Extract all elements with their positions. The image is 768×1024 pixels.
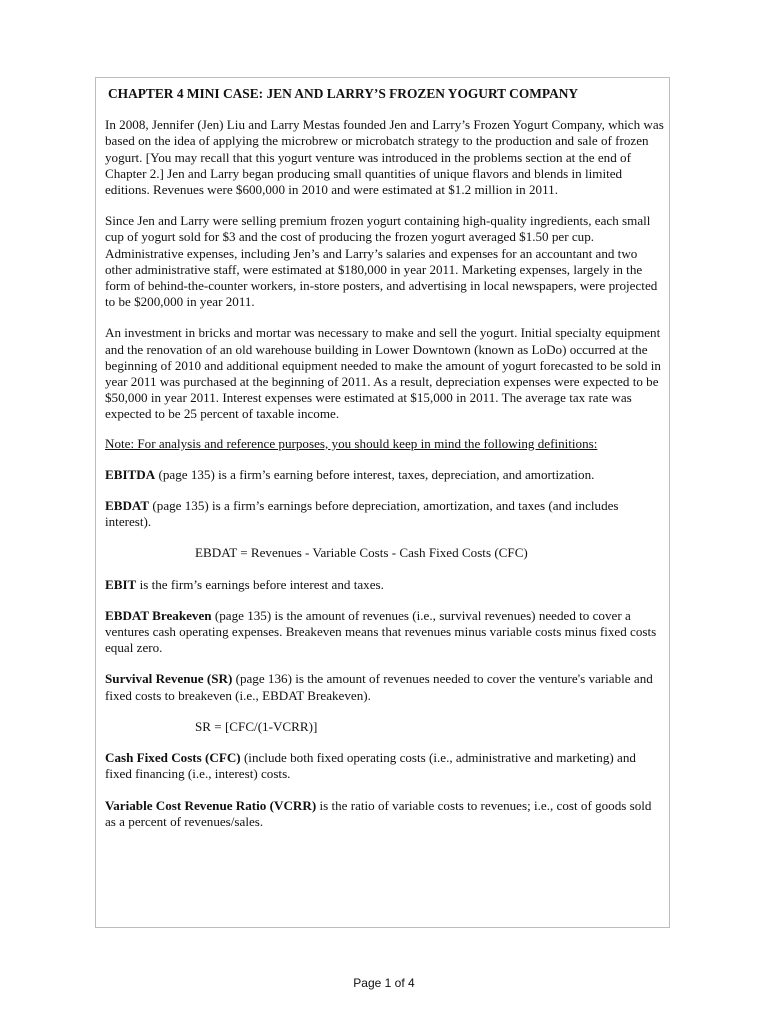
term-ebdat: EBDAT (105, 498, 150, 514)
term-survival-revenue: Survival Revenue (SR) (105, 671, 233, 687)
term-cash-fixed-costs: Cash Fixed Costs (CFC) (105, 750, 241, 766)
formula-ebdat: EBDAT = Revenues - Variable Costs - Cash Fixed Costs (CFC) (195, 545, 528, 561)
term-ebdat-breakeven: EBDAT Breakeven (105, 607, 212, 623)
case-title: CHAPTER 4 MINI CASE: JEN AND LARRY’S FROZEN YOGURT COMPANY (108, 86, 579, 101)
text-survival-revenue: (page 136) is the amount of revenues needed to cover the venture's variable and fixed costs to breakeven (i.e., EBDAT Breakeven). (105, 671, 653, 703)
document-body (105, 86, 665, 830)
definitions-note: Note: For analysis and reference purposes, you should keep in mind the following definitions: (105, 435, 598, 451)
paragraph-intro: In 2008, Jennifer (Jen) Liu and Larry Mestas founded Jen and Larry’s Frozen Yogurt Company, which was based on the idea of applying the microbrew or microbatch strategy to the production and sale of frozen yogurt. [You may recall that this yogurt venture was introduced in the problems section at the end of Chapter 2.] Jen and Larry began producing small quantities of unique flavors and blends in limited editions. Revenues were $600,000 in 2010 and were estimated at $1.2 million in 2011. (105, 117, 664, 198)
definition-vcrr (105, 798, 665, 830)
definition-survival-revenue (105, 671, 665, 703)
definition-ebitda (105, 467, 665, 483)
text-ebitda: (page 135) is a firm’s earning before interest, taxes, depreciation, and amortization. (155, 466, 595, 482)
definition-ebit (105, 577, 665, 593)
term-vcrr: Variable Cost Revenue Ratio (VCRR) (105, 797, 317, 813)
definition-ebdat (105, 498, 665, 530)
definition-cash-fixed-costs (105, 750, 665, 782)
text-ebdat-breakeven: (page 135) is the amount of revenues (i.e., survival revenues) needed to cover a ventures cash operating expenses. Breakeven means that revenues minus variable costs minus fixed costs equal zero. (105, 607, 657, 656)
text-ebit: is the firm’s earnings before interest and taxes. (136, 576, 384, 592)
text-cash-fixed-costs: (include both fixed operating costs (i.e., administrative and marketing) and fixed financing (i.e., interest) costs. (105, 750, 636, 782)
paragraph-costs: Since Jen and Larry were selling premium frozen yogurt containing high-quality ingredients, each small cup of yogurt sold for $3 and the cost of producing the frozen yogurt averaged $1.50 per cup. Administrative expenses, including Jen’s and Larry’s salaries and expenses for an accountant and two other administrative staff, were estimated at $180,000 in year 2011. Marketing expenses, largely in the form of behind-the-counter workers, in-store posters, and advertising in local newspapers, were projected to be $200,000 in year 2011. (105, 213, 658, 310)
text-vcrr: is the ratio of variable costs to revenues; i.e., cost of goods sold as a percent of revenues/sales. (105, 797, 652, 829)
definition-ebdat-breakeven (105, 608, 665, 657)
formula-survival-revenue: SR = [CFC/(1-VCRR)] (195, 718, 318, 734)
paragraph-investment: An investment in bricks and mortar was necessary to make and sell the yogurt. Initial specialty equipment and the renovation of an old warehouse building in Lower Downtown (known as LoDo) occurred at the beginning of 2010 and additional equipment needed to make the amount of yogurt forecasted to be sold in year 2011 was purchased at the beginning of 2011. As a result, depreciation expenses were expected to be $50,000 in year 2011. Interest expenses were estimated at $15,000 in 2011. The average tax rate was expected to be 25 percent of taxable income. (105, 325, 661, 422)
term-ebit: EBIT (105, 576, 137, 592)
term-ebitda: EBITDA (105, 466, 156, 482)
page-number: Page 1 of 4 (353, 976, 415, 990)
text-ebdat: (page 135) is a firm’s earnings before depreciation, amortization, and taxes (and includes interest). (105, 498, 619, 530)
